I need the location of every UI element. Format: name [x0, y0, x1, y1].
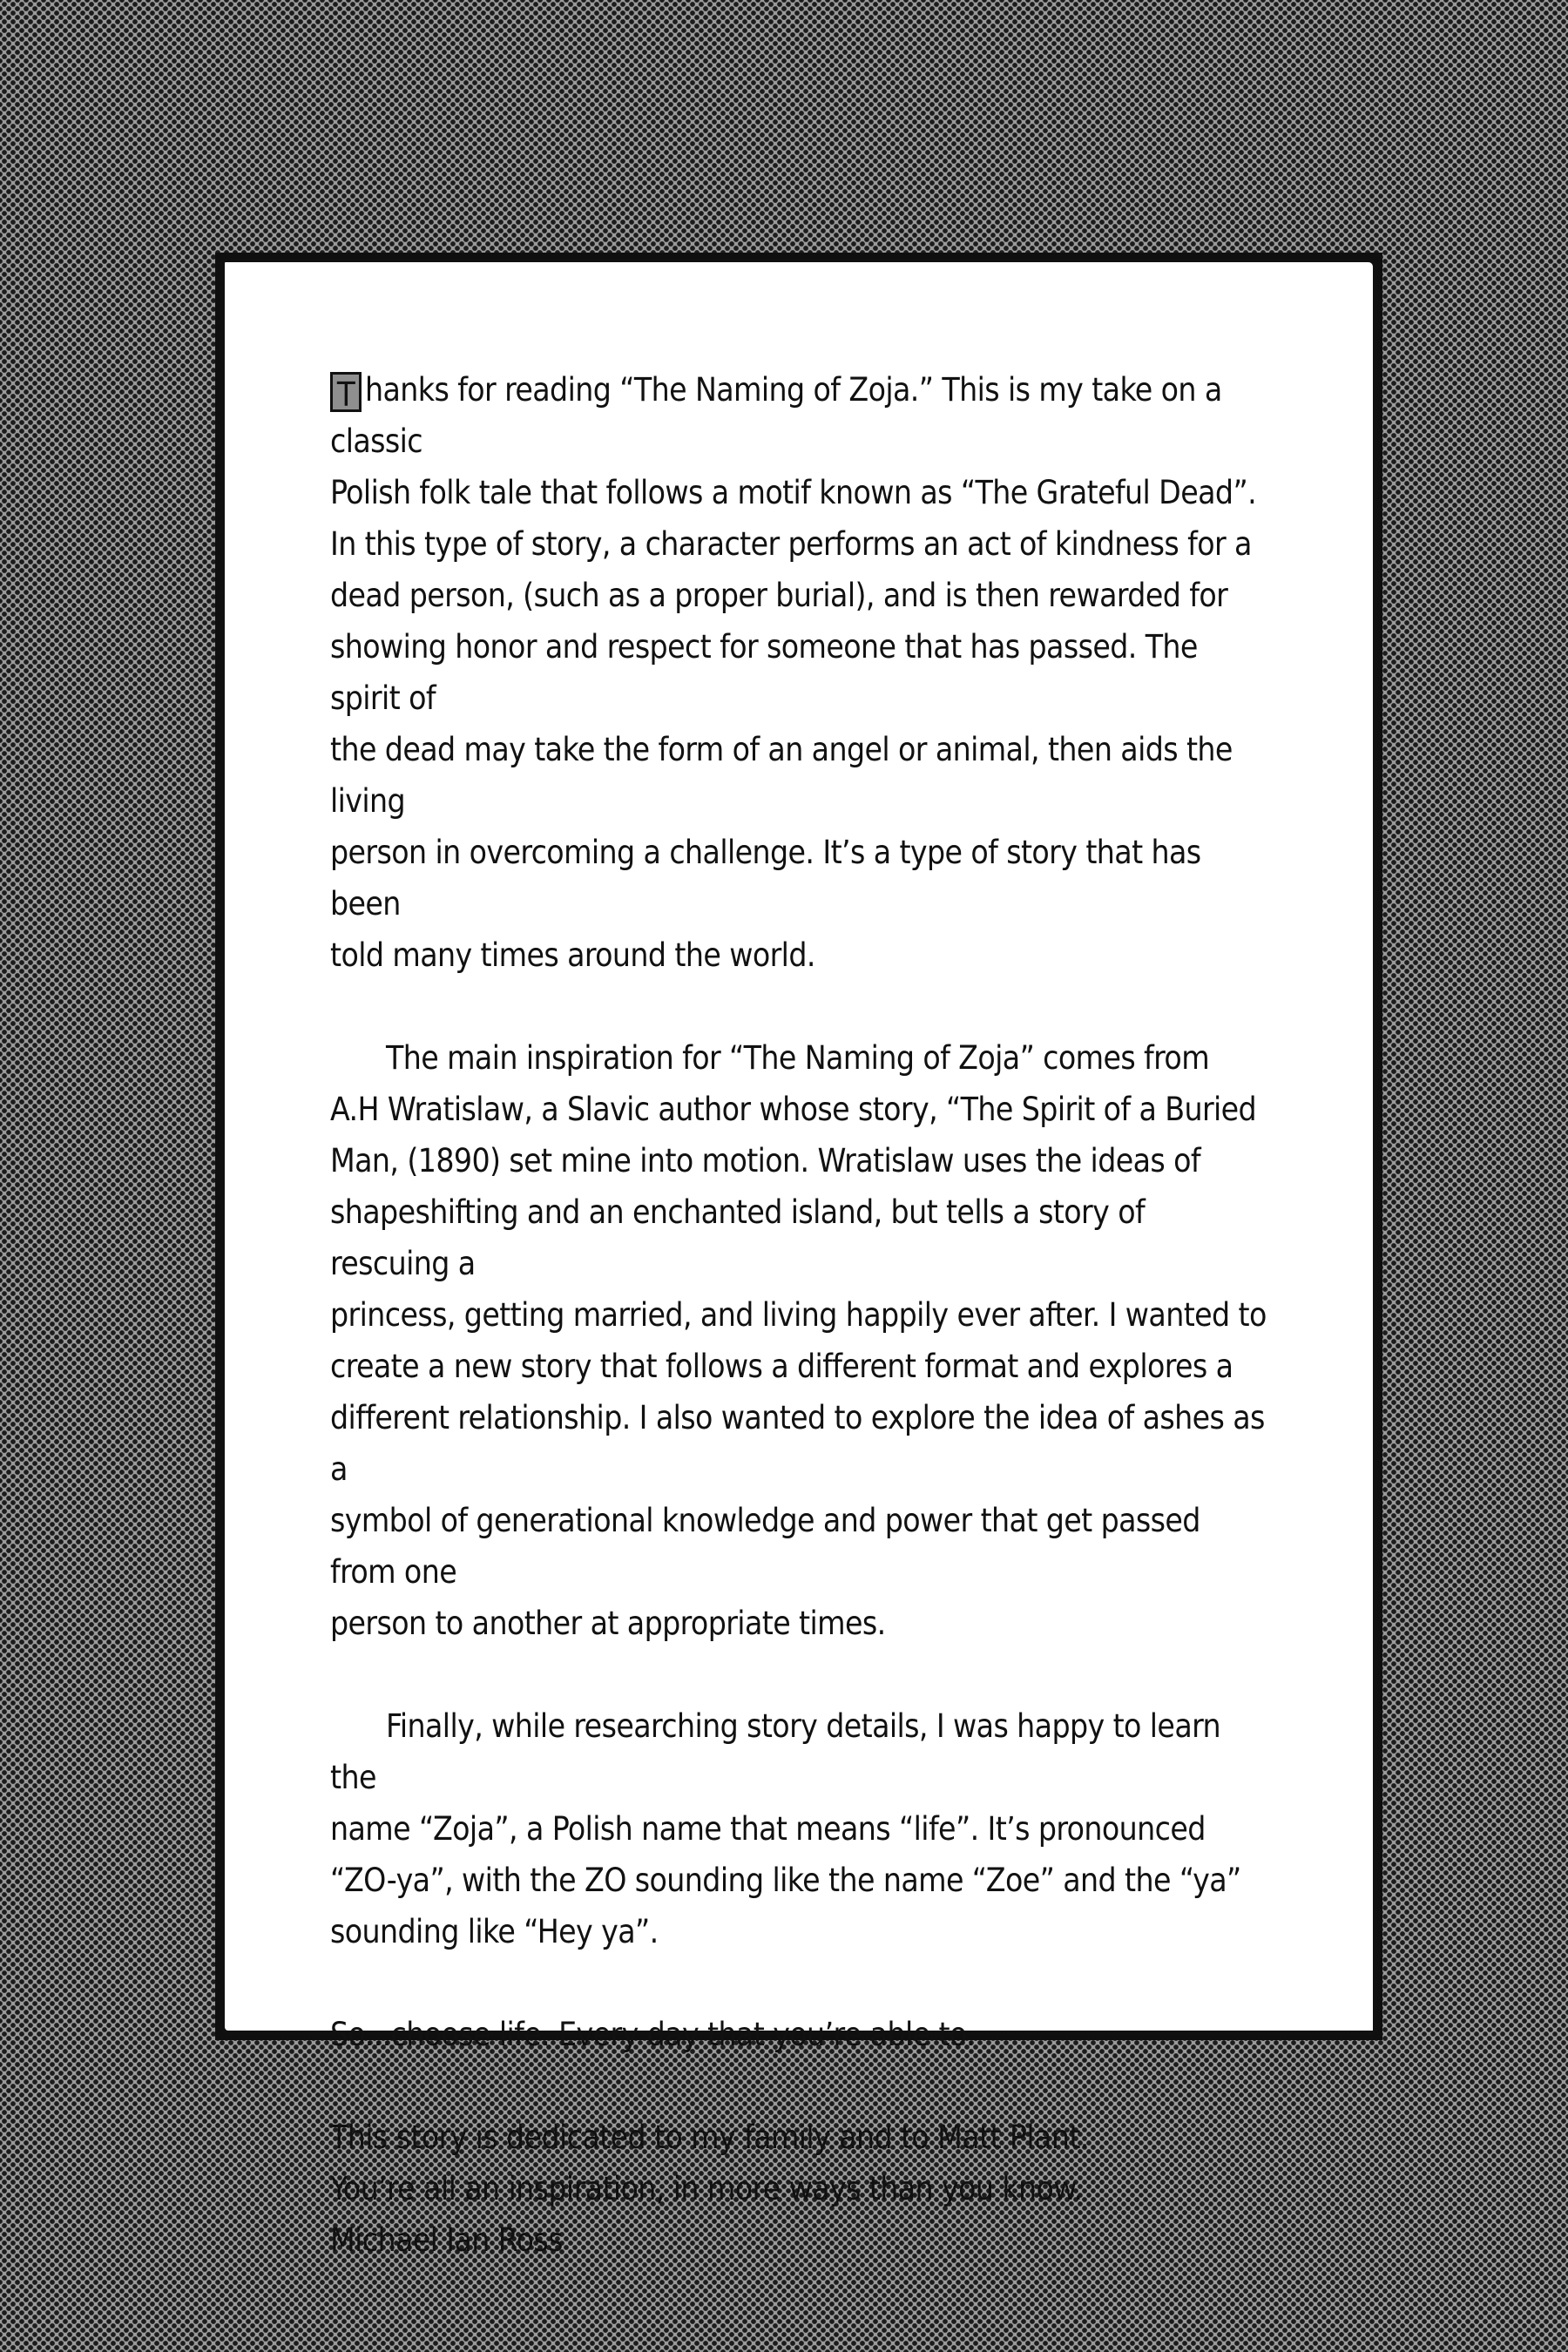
paragraph-name-meaning: Finally, while researching story details, I was happy to learn the name “Zoja”, a Polish name that means “life”. It’s pronounced “ZO-ya”, with the ZO sounding like the name “Zoe” and the “ya” sounding like “Hey ya”.	[330, 1707, 1241, 1950]
signature: Michael Ian Ross	[330, 2221, 563, 2259]
paragraph-spacer	[330, 1957, 1271, 2009]
paragraph-inspiration: The main inspiration for “The Naming of Zoja” comes from A.H Wratislaw, a Slavic author whose story, “The Spirit of a Buried Man, (1890) set mine into motion. Wratislaw uses the ideas of shapeshifting and an enchanted island, but tells a story of rescuing a princess, getting married, and living happily ever after. I wanted to create a new story that follows a different format and explores a different relationship. I also wanted to explore the idea of ashes as a symbol of generational knowledge and power that get passed from one person to another at appropriate times.	[330, 1039, 1267, 1642]
paragraph-spacer	[330, 1649, 1271, 1700]
paragraph-spacer	[330, 2060, 1271, 2112]
intro-first-line: hanks for reading “The Naming of Zoja.” This is my take on a classic	[330, 371, 1222, 460]
drop-cap: T	[330, 372, 362, 412]
intro-body: Polish folk tale that follows a motif known as “The Grateful Dead”. In this type of story, a character performs an act of kindness for a dead person, (such as a proper burial), and is then rewarded for showing honor and respect for someone that has passed. The spirit of the dead may take the form of an angel or animal, then aids the living person in overcoming a challenge. It’s a type of story that has been told many times around the world.	[330, 474, 1257, 974]
paragraph-spacer	[330, 981, 1271, 1032]
afterword-letter	[330, 364, 1271, 2266]
paragraph-choose-life: So...choose life. Every day that you’re able to.	[330, 2016, 976, 2053]
paragraph-intro	[330, 364, 1271, 981]
paragraph-dedication: This story is dedicated to my family and to Matt Plant. You’re all an inspiration, in more ways than you know.	[330, 2119, 1089, 2207]
